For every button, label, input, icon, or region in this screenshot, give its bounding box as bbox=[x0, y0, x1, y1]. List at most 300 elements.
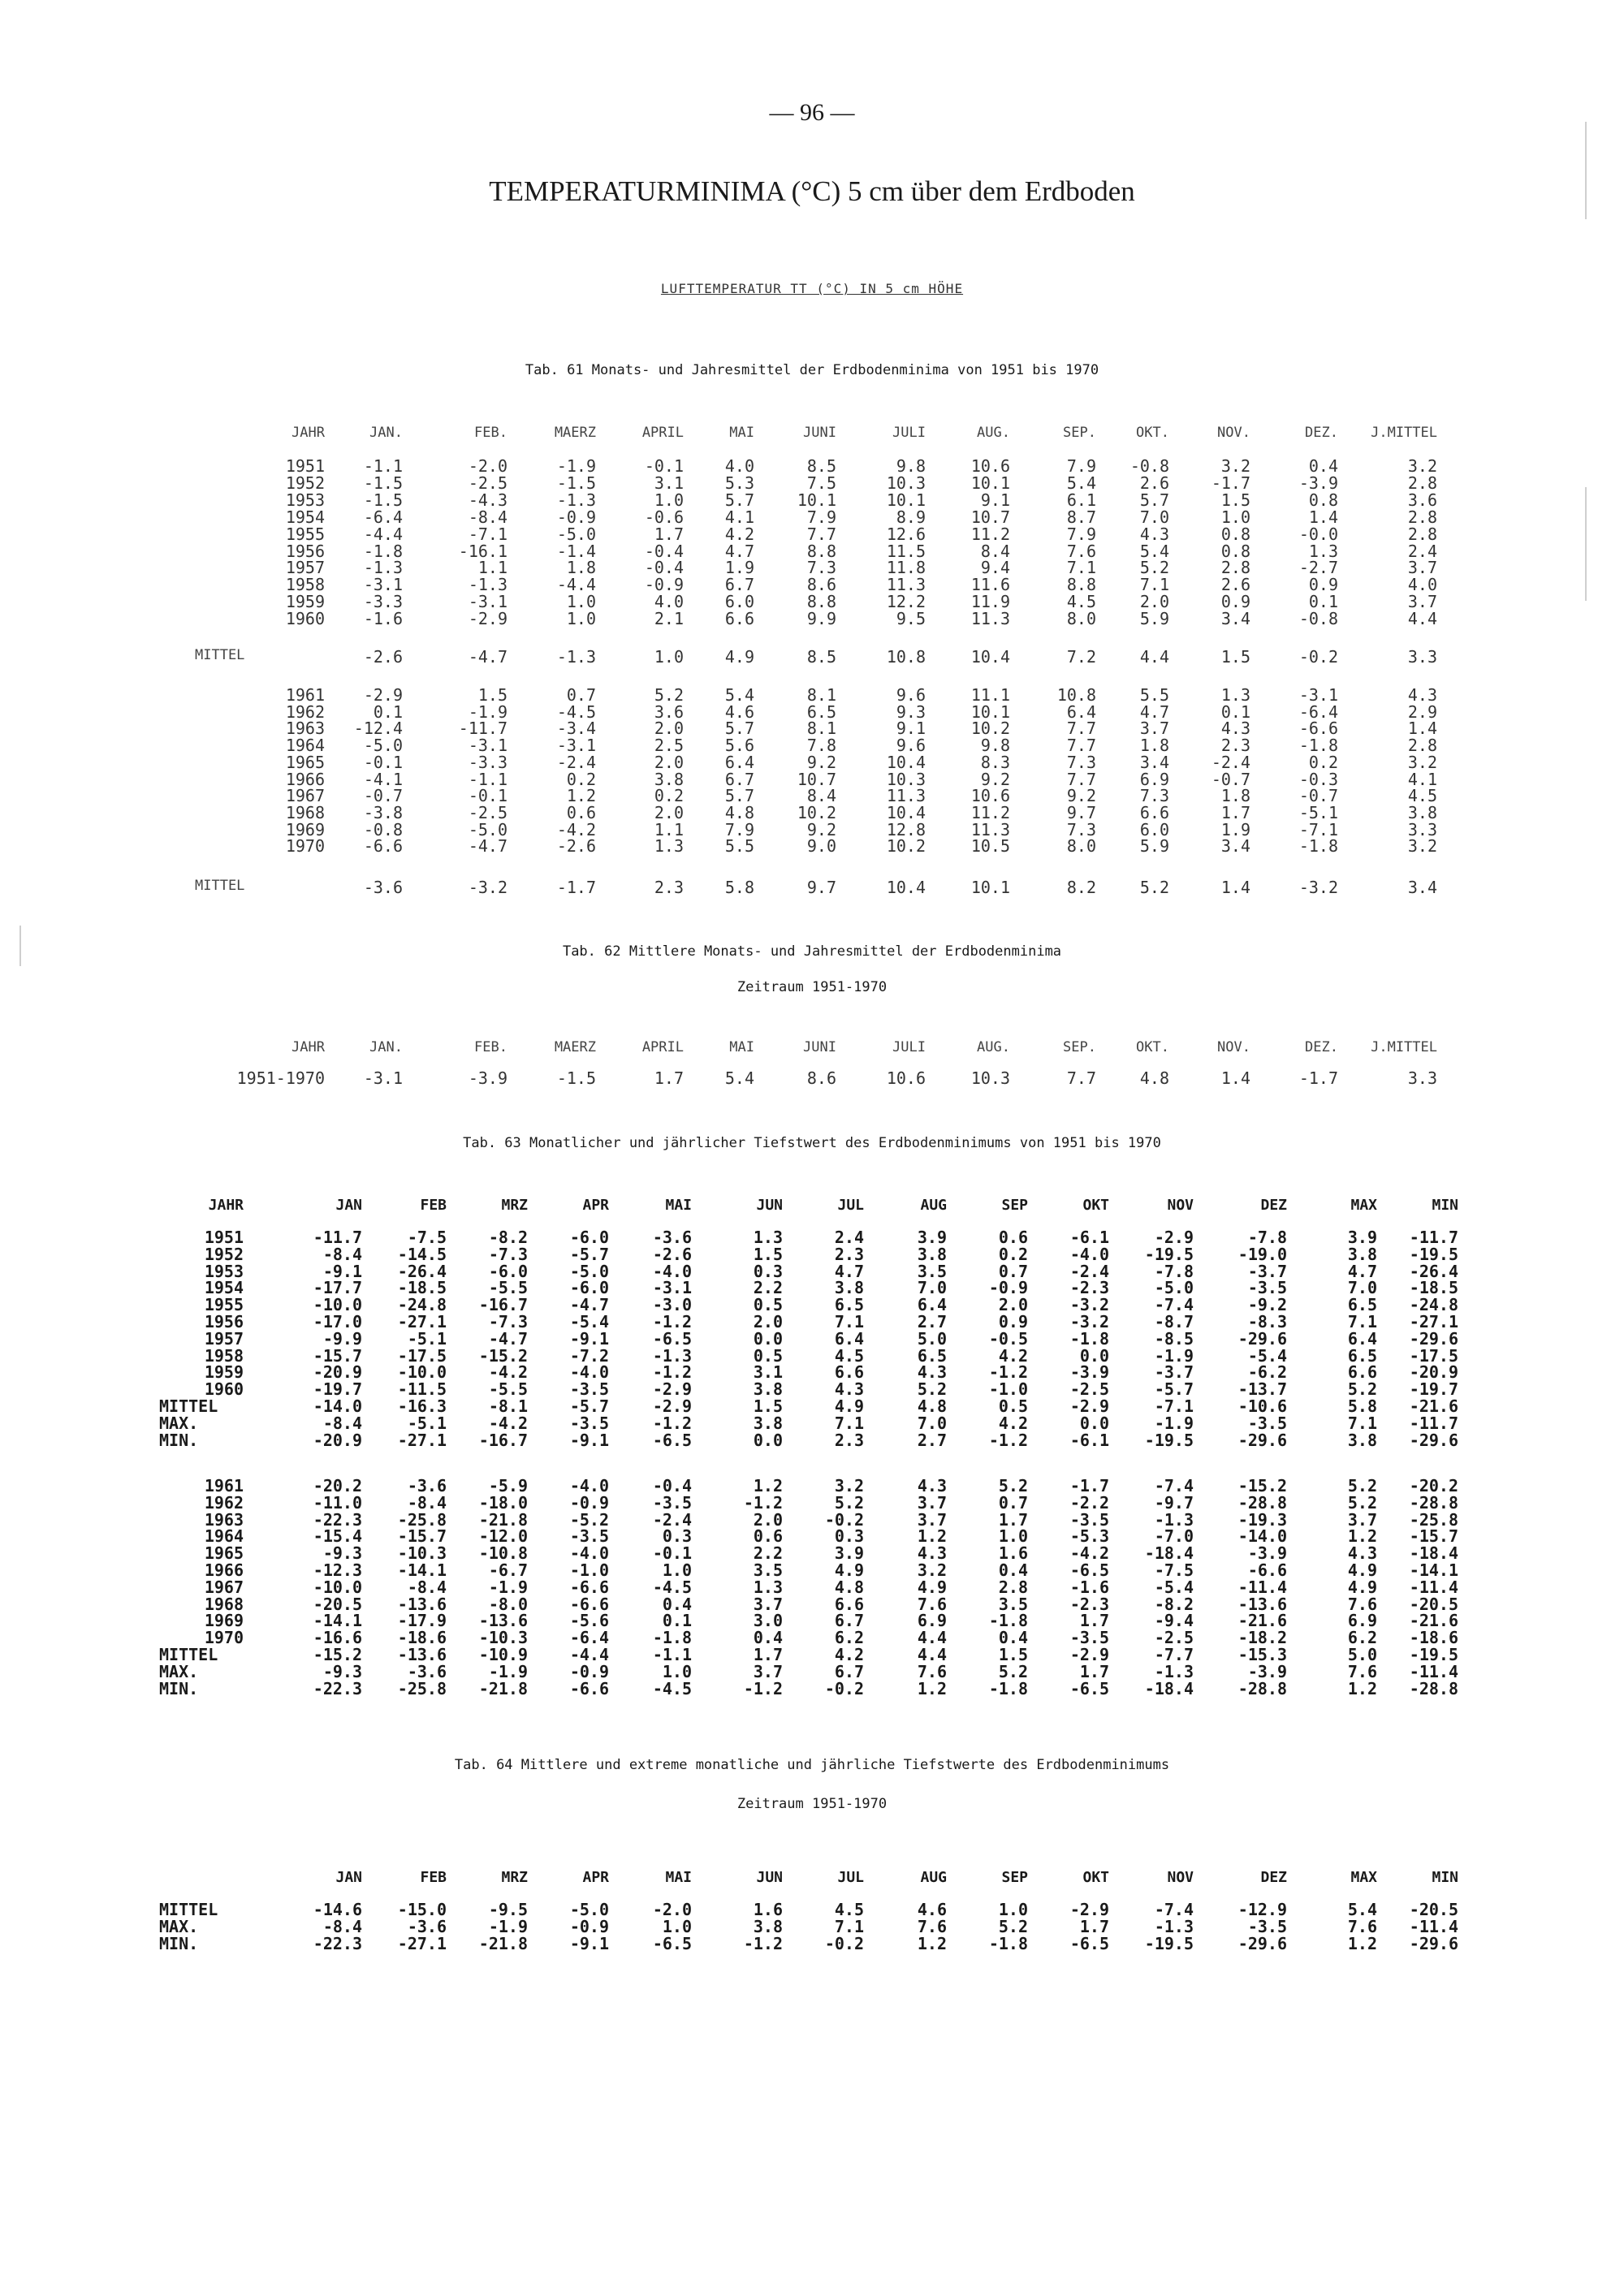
table-cell: 8.8 bbox=[806, 541, 836, 561]
table-cell: 1.3 bbox=[1220, 685, 1250, 705]
mittel-cell: 1.0 bbox=[654, 647, 684, 667]
table-cell: 1.2 bbox=[917, 1678, 947, 1698]
table-cell: -7.5 bbox=[407, 1228, 447, 1247]
table-cell: -6.6 bbox=[569, 1577, 609, 1597]
mittel-cell: 1.4 bbox=[1220, 878, 1250, 897]
mittel-cell: 3.3 bbox=[1407, 647, 1437, 667]
table-cell: -1.6 bbox=[363, 609, 403, 629]
table-cell: 10.1 bbox=[797, 490, 836, 510]
table-cell: -9.1 bbox=[322, 1261, 362, 1281]
table-cell: 9.2 bbox=[1066, 786, 1096, 806]
table-cell: -4.4 bbox=[363, 524, 403, 544]
table-cell: -5.6 bbox=[569, 1611, 609, 1631]
table-cell: -5.2 bbox=[569, 1509, 609, 1530]
table-cell: 3.7 bbox=[917, 1509, 947, 1530]
table-cell: 9.8 bbox=[980, 736, 1010, 756]
table-cell: -8.4 bbox=[468, 507, 508, 527]
table-cell: 1.7 bbox=[654, 524, 684, 544]
table-cell: 1.7 bbox=[1079, 1661, 1109, 1681]
table-cell: 0.9 bbox=[1220, 592, 1250, 612]
table-cell: 0.2 bbox=[566, 769, 596, 789]
table-cell: -18.5 bbox=[397, 1278, 447, 1298]
table-cell: -7.4 bbox=[1154, 1476, 1194, 1495]
table-cell: 3.2 bbox=[917, 1560, 947, 1580]
table-cell: -17.9 bbox=[397, 1611, 447, 1631]
table-cell: -7.2 bbox=[569, 1345, 609, 1366]
table64-subcaption: Zeitraum 1951-1970 bbox=[736, 1796, 888, 1812]
table-cell: -19.5 bbox=[1409, 1645, 1458, 1664]
table-cell: -21.8 bbox=[478, 1509, 528, 1530]
table-cell: -18.4 bbox=[1409, 1543, 1458, 1564]
table-cell: -1.1 bbox=[652, 1645, 692, 1664]
table-cell: -4.5 bbox=[652, 1678, 692, 1698]
table-cell: 1.2 bbox=[917, 1526, 947, 1547]
table-cell: -21.8 bbox=[478, 1678, 528, 1698]
table-cell: -8.4 bbox=[322, 1413, 362, 1433]
table-cell: 4.3 bbox=[1139, 524, 1169, 544]
column-header: JAHR bbox=[292, 425, 325, 441]
table-cell: -4.2 bbox=[556, 819, 596, 839]
table-cell: -1.2 bbox=[988, 1362, 1028, 1383]
table-cell: 1.2 bbox=[1347, 1526, 1377, 1547]
table-cell: 7.7 bbox=[806, 524, 836, 544]
table-cell: -1.5 bbox=[363, 490, 403, 510]
table-cell: -6.6 bbox=[569, 1678, 609, 1698]
column-header: JAN. bbox=[369, 425, 403, 441]
table-cell: 3.8 bbox=[753, 1413, 783, 1433]
summary-label: MAX. bbox=[159, 1917, 199, 1936]
table-cell: -8.4 bbox=[407, 1492, 447, 1513]
table-cell: -6.6 bbox=[569, 1594, 609, 1614]
table-cell: -21.6 bbox=[1409, 1611, 1458, 1631]
table-cell: -1.2 bbox=[652, 1362, 692, 1383]
table-cell: 2.4 bbox=[1407, 541, 1437, 561]
table-cell: -2.9 bbox=[1154, 1228, 1194, 1247]
table-cell: -9.7 bbox=[1154, 1492, 1194, 1513]
table-cell: 7.6 bbox=[1347, 1917, 1377, 1936]
table-cell: 3.2 bbox=[834, 1476, 864, 1495]
table-cell: -5.0 bbox=[363, 736, 403, 756]
table-cell: 11.3 bbox=[886, 786, 926, 806]
table-cell: -19.0 bbox=[1237, 1244, 1287, 1264]
column-header: SEP bbox=[1001, 1197, 1028, 1214]
table-cell: 7.6 bbox=[917, 1594, 947, 1614]
year-cell: 1967 bbox=[204, 1577, 244, 1597]
table-cell: 4.5 bbox=[834, 1900, 864, 1919]
table-cell: -3.9 bbox=[1247, 1661, 1287, 1681]
table-cell: -1.3 bbox=[1154, 1661, 1194, 1681]
table-cell: 3.8 bbox=[753, 1379, 783, 1400]
table-cell: 3.8 bbox=[1347, 1244, 1377, 1264]
table-cell: -10.6 bbox=[1237, 1396, 1287, 1416]
table-cell: 5.2 bbox=[654, 685, 684, 705]
table-cell: -0.1 bbox=[644, 456, 684, 476]
table-cell: 2.4 bbox=[834, 1228, 864, 1247]
table-cell: 1.9 bbox=[724, 558, 754, 578]
table64-caption: Tab. 64 Mittlere und extreme monatliche und jährliche Tiefstwerte des Erdbodenminimums bbox=[454, 1757, 1170, 1773]
year-cell: 1968 bbox=[204, 1594, 244, 1614]
table-cell: -2.5 bbox=[468, 473, 508, 493]
table-cell: 1.2 bbox=[1347, 1678, 1377, 1698]
table-cell: -17.5 bbox=[1409, 1345, 1458, 1366]
table-cell: -19.5 bbox=[1144, 1430, 1194, 1450]
table-cell: 7.1 bbox=[834, 1917, 864, 1936]
table-cell: 11.3 bbox=[970, 609, 1010, 629]
table-cell: 7.1 bbox=[834, 1413, 864, 1433]
table-cell: 4.1 bbox=[1407, 769, 1437, 789]
table-cell: -2.5 bbox=[468, 802, 508, 822]
table-cell: -3.5 bbox=[569, 1526, 609, 1547]
table-cell: 5.2 bbox=[1347, 1476, 1377, 1495]
table-cell: 3.9 bbox=[917, 1228, 947, 1247]
table-cell: 1.0 bbox=[662, 1661, 692, 1681]
year-cell: 1970 bbox=[204, 1628, 244, 1648]
table-cell: -16.1 bbox=[458, 541, 508, 561]
table-cell: 10.6 bbox=[886, 1068, 926, 1088]
table-cell: -2.9 bbox=[468, 609, 508, 629]
table-cell: 5.0 bbox=[1347, 1645, 1377, 1664]
column-header: MAI bbox=[729, 425, 754, 441]
table-cell: -1.7 bbox=[1069, 1476, 1109, 1495]
table-cell: -6.5 bbox=[1069, 1678, 1109, 1698]
table-cell: -7.4 bbox=[1154, 1295, 1194, 1315]
column-header: MAI bbox=[729, 1039, 754, 1055]
table-cell: 8.5 bbox=[806, 456, 836, 476]
table-cell: 2.5 bbox=[654, 736, 684, 756]
table-cell: -15.3 bbox=[1237, 1645, 1287, 1664]
column-header: JUNI bbox=[803, 425, 836, 441]
table-cell: 1.3 bbox=[753, 1228, 783, 1247]
table-cell: 2.7 bbox=[917, 1312, 947, 1331]
year-cell: 1969 bbox=[204, 1611, 244, 1631]
table-cell: -8.4 bbox=[322, 1917, 362, 1936]
mittel-cell: 8.5 bbox=[806, 647, 836, 667]
column-header: AUG. bbox=[977, 425, 1010, 441]
table-cell: 7.0 bbox=[917, 1278, 947, 1298]
table-cell: -11.0 bbox=[313, 1492, 362, 1513]
table-cell: -18.6 bbox=[397, 1628, 447, 1648]
column-header: MAERZ bbox=[554, 1039, 596, 1055]
table-cell: 10.3 bbox=[886, 769, 926, 789]
table-cell: 5.4 bbox=[1139, 541, 1169, 561]
table-cell: -0.1 bbox=[468, 786, 508, 806]
table-cell: -0.8 bbox=[363, 819, 403, 839]
year-cell: 1966 bbox=[204, 1560, 244, 1580]
table-cell: -0.1 bbox=[652, 1543, 692, 1564]
column-header: MAI bbox=[665, 1869, 692, 1886]
table-cell: -19.5 bbox=[1144, 1934, 1194, 1953]
table-cell: -5.4 bbox=[1154, 1577, 1194, 1597]
table-cell: -19.3 bbox=[1237, 1509, 1287, 1530]
mittel-cell: 10.4 bbox=[970, 647, 1010, 667]
table-cell: -0.8 bbox=[1129, 456, 1169, 476]
table-cell: 5.7 bbox=[1139, 490, 1169, 510]
table-cell: 2.1 bbox=[654, 609, 684, 629]
table-cell: -1.3 bbox=[1154, 1509, 1194, 1530]
table-cell: 2.0 bbox=[654, 719, 684, 739]
table-cell: 1.2 bbox=[753, 1476, 783, 1495]
table-cell: 3.1 bbox=[753, 1362, 783, 1383]
year-cell: 1955 bbox=[204, 1295, 244, 1315]
table-cell: 4.3 bbox=[917, 1543, 947, 1564]
table-cell: -13.7 bbox=[1237, 1379, 1287, 1400]
mittel-cell: -3.6 bbox=[363, 878, 403, 897]
table-cell: -11.7 bbox=[1409, 1228, 1458, 1247]
year-cell: 1964 bbox=[285, 736, 325, 756]
table-cell: 0.1 bbox=[1308, 592, 1338, 612]
mittel-cell: -0.2 bbox=[1298, 647, 1338, 667]
table-cell: -1.3 bbox=[363, 558, 403, 578]
table-cell: 9.7 bbox=[1066, 802, 1096, 822]
column-header: JAHR bbox=[292, 1039, 325, 1055]
table-cell: 5.2 bbox=[1139, 558, 1169, 578]
table-cell: -12.9 bbox=[1237, 1900, 1287, 1919]
table-cell: -17.0 bbox=[313, 1312, 362, 1331]
table-cell: 4.1 bbox=[724, 507, 754, 527]
table-cell: -6.6 bbox=[1298, 719, 1338, 739]
table-cell: -25.8 bbox=[397, 1509, 447, 1530]
column-header: JUN bbox=[756, 1869, 783, 1886]
table-cell: -3.5 bbox=[1247, 1278, 1287, 1298]
table-cell: 4.8 bbox=[834, 1577, 864, 1597]
table-cell: 4.9 bbox=[834, 1396, 864, 1416]
table-cell: -29.6 bbox=[1409, 1328, 1458, 1349]
table-cell: 1.5 bbox=[753, 1244, 783, 1264]
table-cell: 9.9 bbox=[806, 609, 836, 629]
table-cell: -14.6 bbox=[313, 1900, 362, 1919]
table-cell: 10.7 bbox=[797, 769, 836, 789]
table-cell: 2.8 bbox=[1407, 507, 1437, 527]
table-cell: 11.5 bbox=[886, 541, 926, 561]
table-cell: -24.8 bbox=[397, 1295, 447, 1315]
table-cell: 5.7 bbox=[724, 786, 754, 806]
column-header: JAN bbox=[335, 1869, 362, 1886]
year-cell: 1965 bbox=[204, 1543, 244, 1564]
table-cell: -29.6 bbox=[1237, 1430, 1287, 1450]
table-cell: 5.2 bbox=[1347, 1492, 1377, 1513]
table-cell: 4.9 bbox=[834, 1560, 864, 1580]
table-cell: -3.7 bbox=[1247, 1261, 1287, 1281]
year-cell: 1951 bbox=[204, 1228, 244, 1247]
table-cell: -5.5 bbox=[488, 1379, 528, 1400]
table-cell: -2.6 bbox=[652, 1244, 692, 1264]
table-cell: -6.2 bbox=[1247, 1362, 1287, 1383]
table-cell: -4.7 bbox=[488, 1328, 528, 1349]
table-cell: -0.9 bbox=[644, 575, 684, 595]
table-cell: 3.7 bbox=[1139, 719, 1169, 739]
table-cell: 2.8 bbox=[998, 1577, 1028, 1597]
table-cell: 9.2 bbox=[980, 769, 1010, 789]
table-cell: 2.3 bbox=[834, 1244, 864, 1264]
year-cell: 1960 bbox=[204, 1379, 244, 1400]
table-cell: 9.6 bbox=[896, 685, 926, 705]
column-header: MIN bbox=[1432, 1197, 1458, 1214]
table-cell: -3.5 bbox=[569, 1413, 609, 1433]
mittel-cell: 4.4 bbox=[1139, 647, 1169, 667]
table-cell: 8.7 bbox=[1066, 507, 1096, 527]
table-cell: -6.4 bbox=[569, 1628, 609, 1648]
table-cell: 3.8 bbox=[654, 769, 684, 789]
table-cell: 1.1 bbox=[654, 819, 684, 839]
table-cell: -13.6 bbox=[1237, 1594, 1287, 1614]
table-cell: -22.3 bbox=[313, 1509, 362, 1530]
scan-edge-mark bbox=[1585, 122, 1587, 219]
table-cell: -27.1 bbox=[1409, 1312, 1458, 1331]
table-cell: 1.0 bbox=[998, 1526, 1028, 1547]
table-cell: -13.6 bbox=[397, 1645, 447, 1664]
table-cell: -27.1 bbox=[397, 1312, 447, 1331]
table-cell: 1.4 bbox=[1220, 1068, 1250, 1088]
table-cell: -7.4 bbox=[1154, 1900, 1194, 1919]
column-header: MRZ bbox=[501, 1197, 528, 1214]
table-cell: -29.6 bbox=[1237, 1934, 1287, 1953]
table-cell: -18.4 bbox=[1144, 1543, 1194, 1564]
table-cell: 4.2 bbox=[998, 1413, 1028, 1433]
table-cell: -9.5 bbox=[488, 1900, 528, 1919]
table-cell: -0.6 bbox=[644, 507, 684, 527]
table-cell: 10.1 bbox=[970, 473, 1010, 493]
table-cell: 7.7 bbox=[1066, 1068, 1096, 1088]
table-cell: -9.9 bbox=[322, 1328, 362, 1349]
table-cell: -13.6 bbox=[478, 1611, 528, 1631]
column-header: JAN bbox=[335, 1197, 362, 1214]
table-cell: -6.5 bbox=[1069, 1934, 1109, 1953]
table-cell: -11.7 bbox=[313, 1228, 362, 1247]
column-header: OKT. bbox=[1136, 425, 1169, 441]
table-cell: 5.4 bbox=[724, 685, 754, 705]
table-cell: 6.7 bbox=[724, 575, 754, 595]
table-cell: 10.5 bbox=[970, 836, 1010, 857]
table-cell: -2.9 bbox=[1069, 1900, 1109, 1919]
table-cell: 0.8 bbox=[1220, 541, 1250, 561]
table-cell: 0.2 bbox=[1308, 752, 1338, 772]
table-cell: -20.9 bbox=[313, 1362, 362, 1383]
table-cell: -3.5 bbox=[1247, 1917, 1287, 1936]
table-cell: 10.6 bbox=[970, 456, 1010, 476]
table-cell: -29.6 bbox=[1237, 1328, 1287, 1349]
year-cell: 1960 bbox=[285, 609, 325, 629]
table-cell: 6.5 bbox=[1347, 1345, 1377, 1366]
table-cell: 4.7 bbox=[1139, 701, 1169, 722]
table-cell: 0.0 bbox=[1079, 1345, 1109, 1366]
table-cell: 9.3 bbox=[896, 701, 926, 722]
column-header: MAI bbox=[665, 1197, 692, 1214]
table-cell: -10.0 bbox=[397, 1362, 447, 1383]
table-cell: 2.6 bbox=[1220, 575, 1250, 595]
summary-label: MIN. bbox=[159, 1430, 199, 1450]
table-cell: -3.1 bbox=[363, 575, 403, 595]
table-cell: -1.7 bbox=[1211, 473, 1250, 493]
table62-caption: Tab. 62 Mittlere Monats- und Jahresmittel der Erdbodenminima bbox=[562, 943, 1062, 960]
table-cell: -1.0 bbox=[569, 1560, 609, 1580]
table-cell: 1.5 bbox=[477, 685, 508, 705]
table-cell: 3.6 bbox=[1407, 490, 1437, 510]
table-cell: 3.7 bbox=[753, 1661, 783, 1681]
table-cell: 7.7 bbox=[1066, 736, 1096, 756]
table-cell: 8.1 bbox=[806, 685, 836, 705]
table-cell: 4.3 bbox=[917, 1362, 947, 1383]
table-cell: 1.0 bbox=[1220, 507, 1250, 527]
table-cell: -3.5 bbox=[569, 1379, 609, 1400]
table-cell: 1.0 bbox=[654, 490, 684, 510]
table-cell: 7.7 bbox=[1066, 719, 1096, 739]
table-cell: 6.5 bbox=[917, 1345, 947, 1366]
table-cell: 7.1 bbox=[834, 1312, 864, 1331]
table-cell: 1.0 bbox=[662, 1560, 692, 1580]
table-cell: 3.9 bbox=[834, 1543, 864, 1564]
table-cell: -4.0 bbox=[569, 1476, 609, 1495]
table-cell: -14.1 bbox=[397, 1560, 447, 1580]
table-cell: -3.9 bbox=[1069, 1362, 1109, 1383]
table-cell: -3.1 bbox=[556, 736, 596, 756]
year-cell: 1951 bbox=[285, 456, 325, 476]
table-cell: -6.6 bbox=[363, 836, 403, 857]
table-cell: 3.8 bbox=[834, 1278, 864, 1298]
table-cell: -29.6 bbox=[1409, 1934, 1458, 1953]
column-header: DEZ. bbox=[1305, 425, 1338, 441]
table-cell: 7.5 bbox=[806, 473, 836, 493]
table-cell: -19.7 bbox=[1409, 1379, 1458, 1400]
table-cell: 5.5 bbox=[1139, 685, 1169, 705]
table-cell: -24.8 bbox=[1409, 1295, 1458, 1315]
table-cell: -3.9 bbox=[1247, 1543, 1287, 1564]
table-cell: -5.7 bbox=[569, 1244, 609, 1264]
table-cell: 6.7 bbox=[834, 1661, 864, 1681]
table-cell: -0.2 bbox=[824, 1678, 864, 1698]
column-header: SEP. bbox=[1063, 1039, 1096, 1055]
column-header: MAX bbox=[1350, 1197, 1377, 1214]
table-cell: -5.0 bbox=[468, 819, 508, 839]
column-header: SEP. bbox=[1063, 425, 1096, 441]
table-cell: -5.4 bbox=[1247, 1345, 1287, 1366]
table-cell: 4.2 bbox=[724, 524, 754, 544]
table-cell: -14.0 bbox=[313, 1396, 362, 1416]
table-cell: 4.3 bbox=[834, 1379, 864, 1400]
table-cell: 0.3 bbox=[753, 1261, 783, 1281]
table-cell: 3.2 bbox=[1407, 836, 1437, 857]
table-cell: -6.7 bbox=[488, 1560, 528, 1580]
table-cell: -0.5 bbox=[988, 1328, 1028, 1349]
year-cell: 1964 bbox=[204, 1526, 244, 1547]
table-cell: -6.0 bbox=[488, 1261, 528, 1281]
table-cell: 1.8 bbox=[566, 558, 596, 578]
table-cell: -21.6 bbox=[1237, 1611, 1287, 1631]
table-cell: 7.8 bbox=[806, 736, 836, 756]
table-cell: -14.5 bbox=[397, 1244, 447, 1264]
table-cell: 0.7 bbox=[566, 685, 596, 705]
table-cell: 11.3 bbox=[886, 575, 926, 595]
table-cell: 1.5 bbox=[998, 1645, 1028, 1664]
table-cell: 5.2 bbox=[998, 1917, 1028, 1936]
table-cell: 7.1 bbox=[1347, 1413, 1377, 1433]
table-cell: -0.8 bbox=[1298, 609, 1338, 629]
table-cell: -0.4 bbox=[644, 541, 684, 561]
table-cell: -5.7 bbox=[1154, 1379, 1194, 1400]
column-header: MRZ bbox=[501, 1869, 528, 1886]
column-header: AUG bbox=[920, 1869, 947, 1886]
table-cell: -0.9 bbox=[569, 1917, 609, 1936]
table-cell: 2.9 bbox=[1407, 701, 1437, 722]
table-cell: 7.0 bbox=[917, 1413, 947, 1433]
year-cell: 1958 bbox=[285, 575, 325, 595]
table-cell: -1.9 bbox=[468, 701, 508, 722]
table-cell: 1.0 bbox=[662, 1917, 692, 1936]
table-cell: -4.7 bbox=[569, 1295, 609, 1315]
table-cell: 2.0 bbox=[753, 1312, 783, 1331]
table-cell: 5.0 bbox=[917, 1328, 947, 1349]
table62-subcaption: Zeitraum 1951-1970 bbox=[736, 979, 888, 995]
table-cell: 1.7 bbox=[753, 1645, 783, 1664]
